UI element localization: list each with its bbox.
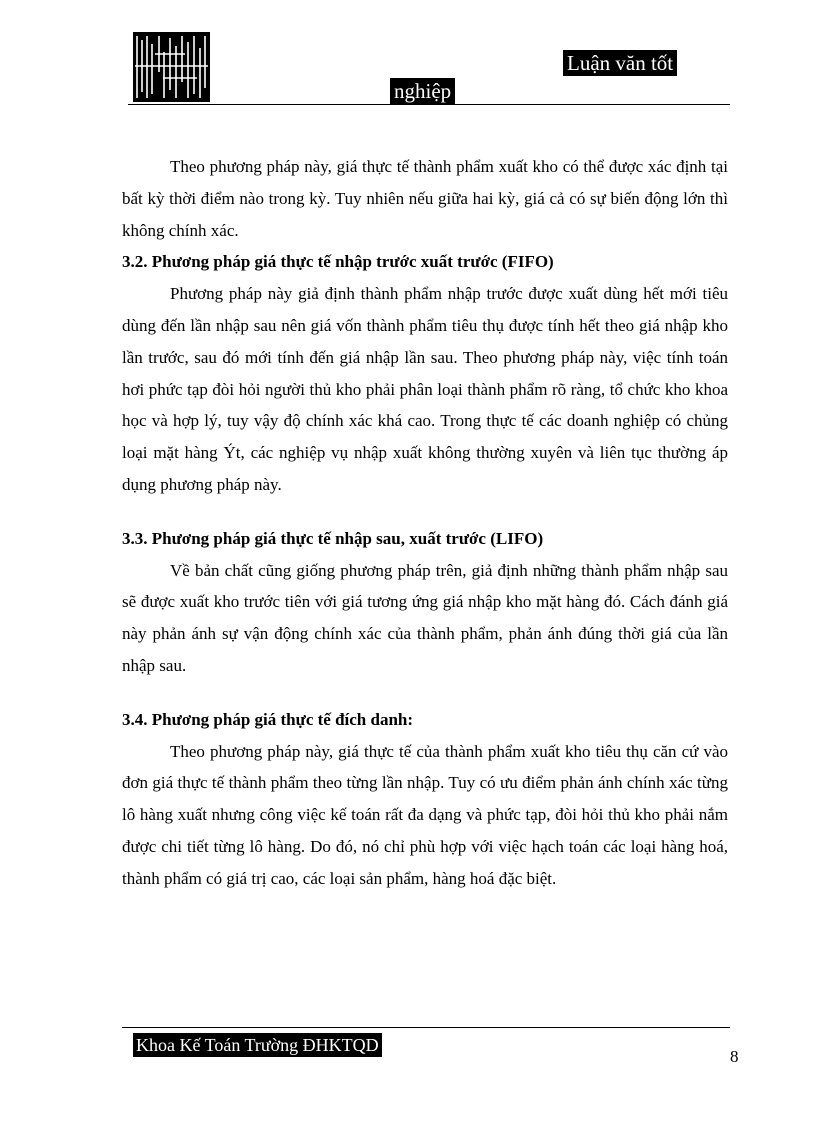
footer-label: Khoa Kế Toán Trường ĐHKTQD — [133, 1033, 382, 1057]
logo-graphic — [133, 32, 210, 102]
heading-3-4: 3.4. Phương pháp giá thực tế đích danh: — [122, 709, 414, 729]
spacer — [122, 682, 728, 704]
university-logo-image — [133, 32, 210, 102]
header-divider — [128, 104, 730, 105]
paragraph-fifo: Phương pháp này giả định thành phẩm nhập trước được xuất dùng hết mới tiêu dùng đến lần nhập sau nên giá vốn thành phẩm tiêu thụ được tính hết theo giá nhập kho lần trước, sau đó mới tính đến giá nhập lần sau. Theo phương pháp này, việc tính toán hơi phức tạp đòi hỏi người thủ kho phải phân loại thành phẩm rõ ràng, tổ chức kho khoa học và hợp lý, tuy vậy độ chính xác khá cao. Trong thực tế các doanh nghiệp có chủng loại mặt hàng Ýt, các nghiệp vụ nhập xuất không thường xuyên và liên tục thường áp dụng phương pháp này. — [122, 284, 728, 494]
footer-divider — [122, 1027, 730, 1028]
paragraph-specific-identification: Theo phương pháp này, giá thực tế của thành phẩm xuất kho tiêu thụ căn cứ vào đơn giá thực tế thành phẩm theo từng lần nhập. Tuy có ưu điểm phản ánh chính xác từng lô hàng xuất nhưng công việc kế toán rất đa dạng và phức tạp, đòi hỏi thủ kho phải nắm được chi tiết từng lô hàng. Do đó, nó chỉ phù hợp với việc hạch toán các loại hàng hoá, thành phẩm có giá trị cao, các loại sản phẩm, hàng hoá đặc biệt. — [122, 741, 728, 888]
document-body — [122, 151, 728, 895]
paragraph-lifo: Về bản chất cũng giống phương pháp trên, giả định những thành phẩm nhập sau sẽ được xuất kho trước tiên với giá tương ứng giá nhập kho mặt hàng đó. Cách đánh giá này phản ánh sự vận động chính xác của thành phẩm, phản ánh đúng thời giá của lần nhập sau. — [122, 560, 728, 675]
header-title-line1: Luận văn tốt — [563, 50, 677, 76]
header-title-line2: nghiệp — [390, 78, 455, 104]
spacer — [122, 501, 728, 523]
heading-3-3: 3.3. Phương pháp giá thực tế nhập sau, xuất trước (LIFO) — [122, 528, 544, 548]
paragraph-intro: Theo phương pháp này, giá thực tế thành phẩm xuất kho có thể được xác định tại bất kỳ thời điểm nào trong kỳ. Tuy nhiên nếu giữa hai kỳ, giá cả có sự biến động lớn thì không chính xác. — [122, 157, 728, 240]
heading-3-2: 3.2. Phương pháp giá thực tế nhập trước xuất trước (FIFO) — [122, 252, 554, 272]
page-number: 8 — [730, 1047, 739, 1066]
